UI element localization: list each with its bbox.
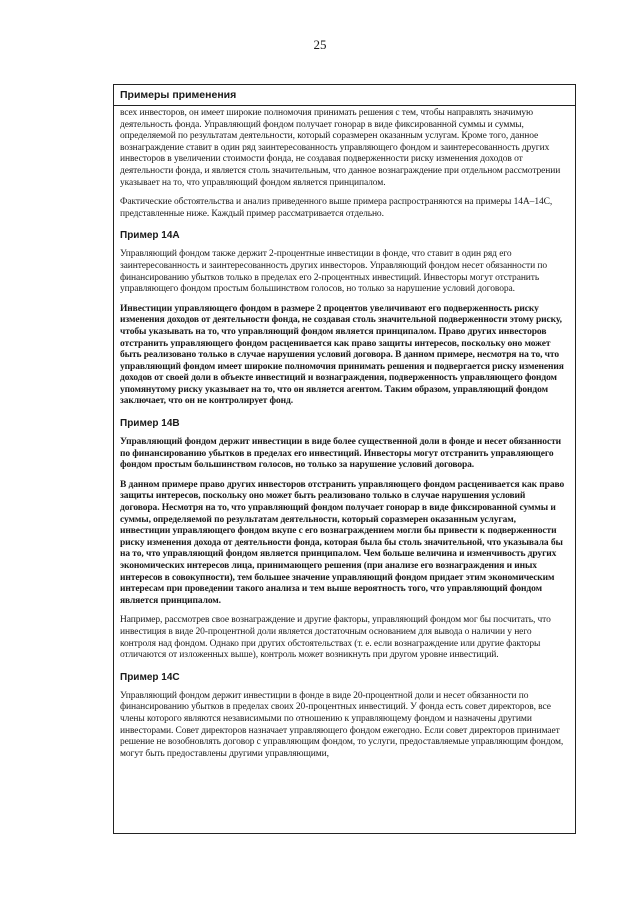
example-14b-heading: Пример 14В xyxy=(120,418,180,430)
intro-paragraph-1: всех инвесторов, он имеет широкие полномочия принимать решения с тем, чтобы направлять значимую деятельность фонда. Управляющий фондом получает гонорар в виде фиксированной суммы и суммы, определяемой по результатам деятельности, который соразмерен оказанным услугам. Кроме того, данное вознаграждение ставит в один ряд заинтересованность управляющего фондом и заинтересованность других инвесторов в увеличении стоимости фонда, не создавая подверженности риску изменения доходов от деятельности фонда, и является столь значительным, что данное вознаграждение при отдельном рассмотрении указывает на то, что управляющий фондом является принципалом. xyxy=(120,108,561,188)
example-14a-paragraph-1: Управляющий фондом также держит 2-процентные инвестиции в фонде, что ставит в один ряд его заинтересованность и заинтересованность других инвесторов. Управляющий фондом несет обязанности по финансированию убытков только в пределах его 2-процентных инвестиций. Инвесторы могут отстранить управляющего фондом простым большинством голосов, но только за нарушение условий договора. xyxy=(120,249,547,295)
example-14b-paragraph-1: Управляющий фондом держит инвестиции в виде более существенной доли в фонде и несет обязанности по финансированию убытков в пределах его инвестиций. Инвесторы могут отстранить управляющего фондом простым большинством голосов, но только за нарушение условий договора. xyxy=(120,437,562,471)
page-number: 25 xyxy=(313,37,327,52)
example-14a-paragraph-2: Инвестиции управляющего фондом в размере 2 процентов увеличивают его подверженность риску изменения доходов от деятельности фонда, не создавая столь значительной подверженности этому риску, чтобы указывать на то, что управляющий фондом является принципалом. Право других инвесторов отстранить управляющего фондом расценивается как право защиты интересов, поскольку оно может быть реализовано только в случае нарушения условий договора. В данном примере, несмотря на то, что управляющий фондом имеет широкие полномочия принимать решения и подвергается риску изменения доходов от своей доли в объекте инвестиций и вознаграждения, подверженность управляющего фондом упомянутому риску указывает на то, что он является агентом. Таким образом, управляющий фондом заключает, что он не контролирует фонд. xyxy=(120,303,564,407)
example-14b-paragraph-3: Например, рассмотрев свое вознаграждение и другие факторы, управляющий фондом мог бы посчитать, что инвестиция в виде 20-процентной доли является достаточным основанием для вывода о наличии у него контроля над фондом. Однако при других обстоятельствах (т. е. если вознаграждение или другие факторы отличаются от изложенных выше), контроль может возникнуть при другом уровне инвестиций. xyxy=(120,615,551,661)
box-header: Примеры применения xyxy=(114,85,575,106)
example-14a-heading: Пример 14А xyxy=(120,230,180,242)
example-14c-paragraph-1: Управляющий фондом держит инвестиции в фонде в виде 20-процентной доли и несет обязанности по финансированию убытков в пределах своих 20-процентных инвестиций. У фонда есть совет директоров, все члены которого являются независимыми по отношению к управляющему фондом и назначены другими инвесторами. Совет директоров назначает управляющего фондом ежегодно. Если совет директоров принимает решение не возобновлять договор с управляющим фондом, то услуги, предоставляемые управляющим фондом, могут быть предоставлены другими управляющими, xyxy=(120,690,564,759)
example-14b-paragraph-2: В данном примере право других инвесторов отстранить управляющего фондом расценивается как право защиты интересов, поскольку оно может быть реализовано только в случае нарушения условий договора. Несмотря на то, что управляющий фондом получает гонорар в виде фиксированной суммы и суммы, определяемой по результатам деятельности, который соразмерен оказанным услугам, инвестиции управляющего фондом вкупе с его вознаграждением могли бы привести к подверженности риску изменения дохода от деятельности фонда, которая была бы столь значительной, что указывала бы на то, что управляющий фондом является принципалом. Чем больше величина и изменчивость других экономических интересов лица, принимающего решения (при анализе его вознаграждения и иных интересов в совокупности), тем большее значение управляющий фондом придает этим экономическим интересам при проведении такого анализа и тем выше вероятность того, что управляющий фондом является принципалом. xyxy=(120,479,565,606)
application-examples-box xyxy=(113,84,576,834)
box-body xyxy=(114,106,575,760)
intro-paragraph-2: Фактические обстоятельства и анализ приведенного выше примера распространяются на примеры 14А–14С, представленные ниже. Каждый пример рассматривается отдельно. xyxy=(120,197,553,219)
example-14c-heading: Пример 14С xyxy=(120,671,180,683)
